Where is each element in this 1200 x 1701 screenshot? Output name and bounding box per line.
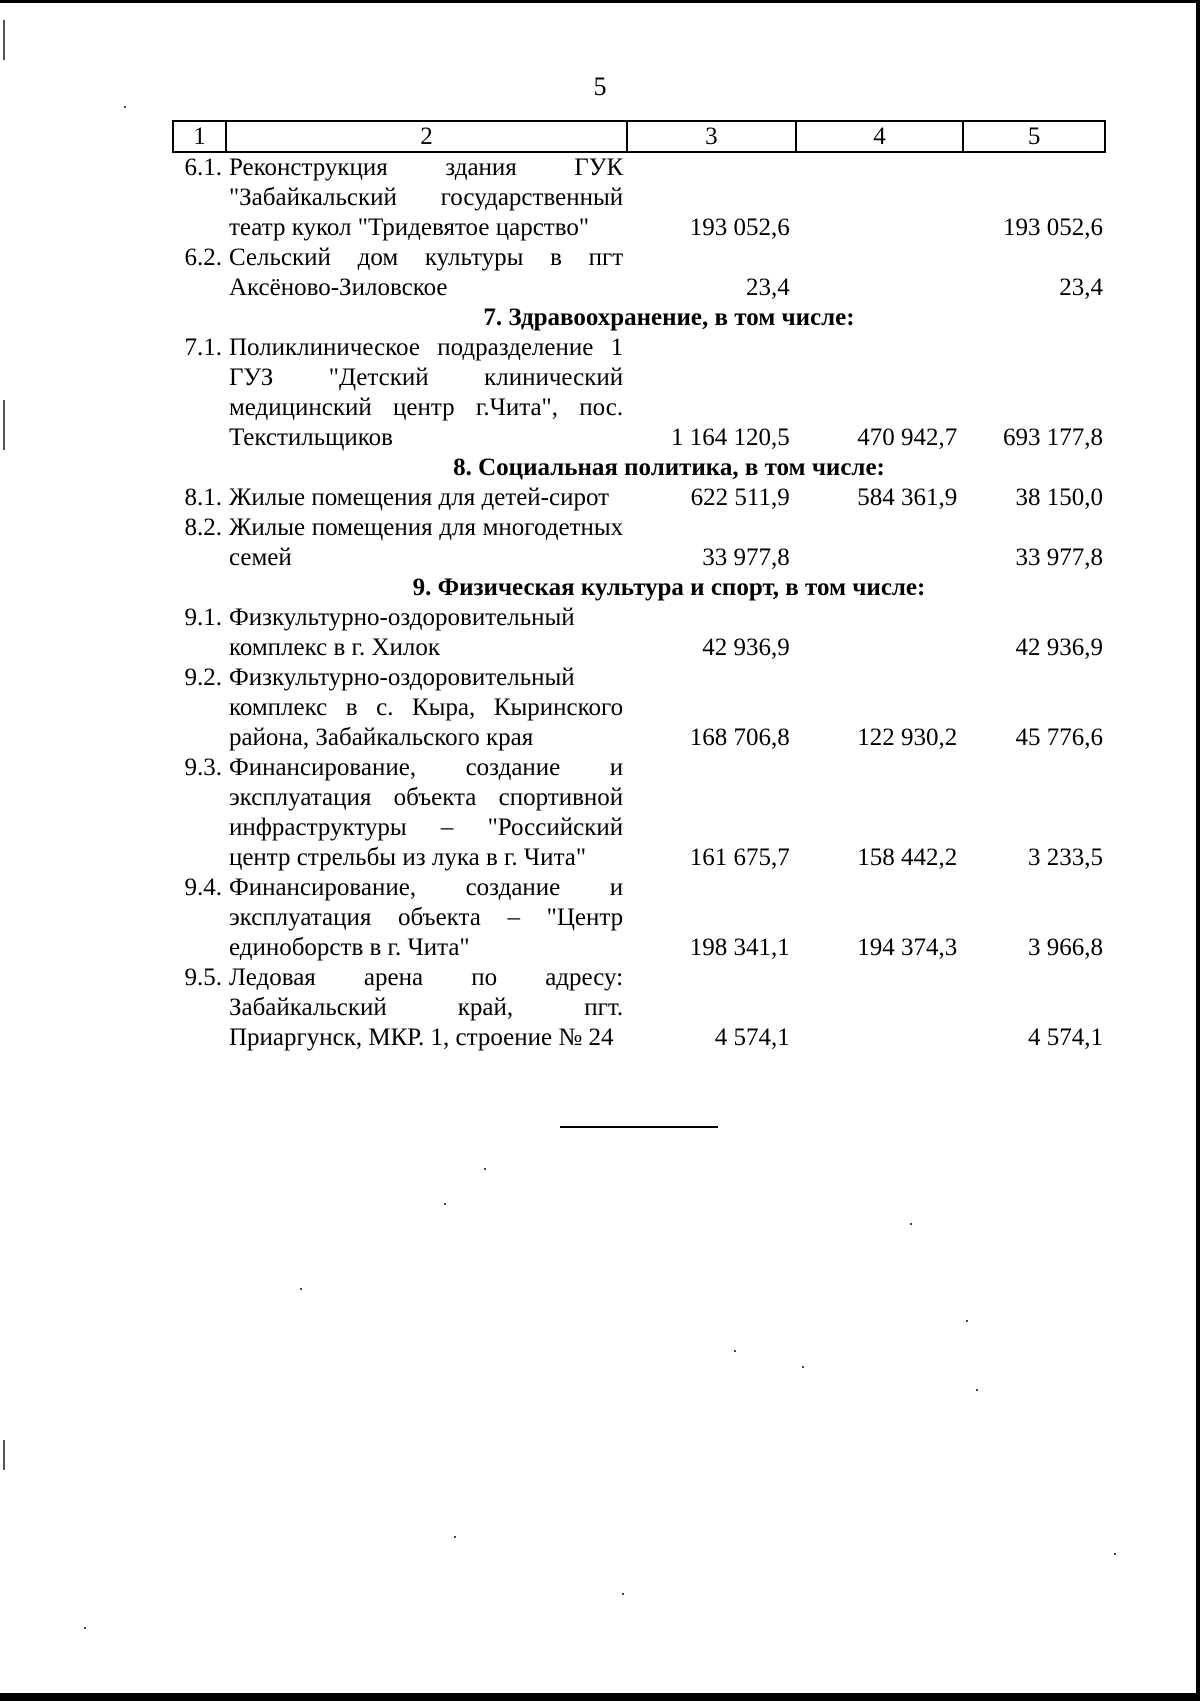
item-number: 7.1. [184, 334, 222, 361]
value-col-4: 194 374,3 [857, 934, 958, 961]
item-name: Сельский дом культуры в пгт Аксёново-Зиловское [228, 244, 624, 301]
item-number: 9.2. [184, 664, 222, 691]
section-heading-row [173, 573, 1105, 603]
value-col-5: 33 977,8 [1015, 544, 1103, 571]
item-name: Жилые помещения для многодетных семей [228, 514, 624, 571]
end-of-table-rule [560, 1126, 718, 1128]
scan-edge-bottom [0, 1693, 1200, 1701]
scan-mark [3, 400, 5, 450]
item-number: 8.2. [184, 514, 222, 541]
value-col-4: 122 930,2 [857, 724, 958, 751]
header-row [173, 121, 1105, 152]
item-number: 6.1. [184, 154, 222, 181]
value-col-5: 23,4 [1059, 274, 1103, 301]
scan-speck [124, 106, 126, 108]
value-col-3: 1 164 120,5 [670, 424, 790, 451]
value-col-5: 4 574,1 [1028, 1024, 1103, 1051]
table-header [173, 121, 1105, 152]
table-row [173, 663, 1105, 753]
table-row [173, 963, 1105, 1053]
value-col-3: 193 052,6 [689, 214, 790, 241]
budget-table [172, 120, 1106, 1053]
value-col-3: 4 574,1 [714, 1024, 790, 1051]
scan-speck [300, 1288, 302, 1290]
header-col-2: 2 [226, 121, 627, 152]
value-col-4: 470 942,7 [857, 424, 958, 451]
table-row [173, 513, 1105, 573]
table-body [173, 152, 1105, 1053]
item-number: 8.1. [184, 484, 222, 511]
scan-mark [3, 1440, 5, 1470]
scan-edge-top [0, 0, 1200, 3]
value-col-4 [796, 963, 964, 1053]
scan-speck [622, 1593, 624, 1595]
item-name: Поликлиническое подразделение 1 ГУЗ "Детский клинический медицинский центр г.Чита", пос. Текстильщиков [228, 334, 624, 451]
value-col-3: 161 675,7 [689, 844, 790, 871]
value-col-4 [796, 603, 964, 663]
header-col-1: 1 [173, 121, 226, 152]
value-col-3: 622 511,9 [690, 484, 790, 511]
header-col-4: 4 [796, 121, 964, 152]
item-name: Ледовая арена по адресу: Забайкальский край, пгт. Приаргунск, МКР. 1, строение № 24 [228, 964, 624, 1051]
section-heading-row [173, 453, 1105, 483]
value-col-3: 198 341,1 [689, 934, 790, 961]
table-row [173, 603, 1105, 663]
scan-mark [3, 20, 5, 60]
value-col-3: 168 706,8 [689, 724, 790, 751]
value-col-4: 158 442,2 [857, 844, 958, 871]
scan-speck [444, 1203, 446, 1205]
item-number: 9.1. [184, 604, 222, 631]
scan-speck [966, 1320, 968, 1322]
page-number: 5 [593, 72, 607, 101]
section-title: 9. Физическая культура и спорт, в том числе: [412, 574, 926, 601]
value-col-5: 38 150,0 [1015, 484, 1103, 511]
value-col-3: 33 977,8 [702, 544, 790, 571]
item-name: Финансирование, создание и эксплуатация объекта – "Центр единоборств в г. Чита" [228, 874, 624, 961]
value-col-5: 193 052,6 [1003, 214, 1103, 241]
item-name: Финансирование, создание и эксплуатация объекта спортивной инфраструктуры – "Российский центр стрельбы из лука в г. Чита" [228, 754, 624, 871]
value-col-5: 45 776,6 [1015, 724, 1103, 751]
header-col-3: 3 [627, 121, 796, 152]
scan-speck [84, 1627, 86, 1629]
value-col-4: 584 361,9 [857, 484, 958, 511]
scan-speck [802, 1366, 804, 1368]
scan-edge-right [1196, 0, 1200, 1701]
table-row [173, 243, 1105, 303]
value-col-5: 3 966,8 [1028, 934, 1103, 961]
item-name: Жилые помещения для детей-сирот [228, 484, 610, 511]
scan-speck [454, 1536, 456, 1538]
item-number: 9.4. [184, 874, 222, 901]
value-col-5: 42 936,9 [1015, 634, 1103, 661]
item-number: 9.3. [184, 754, 222, 781]
table-row [173, 333, 1105, 453]
section-title: 7. Здравоохранение, в том числе: [483, 304, 855, 331]
table-row [173, 483, 1105, 513]
scan-speck [484, 1168, 486, 1170]
section-title: 8. Социальная политика, в том числе: [453, 454, 885, 481]
item-number: 6.2. [184, 244, 222, 271]
section-heading-row [173, 303, 1105, 333]
header-col-5: 5 [963, 121, 1105, 152]
value-col-3: 42 936,9 [702, 634, 790, 661]
scan-speck [976, 1389, 978, 1391]
item-name: Физкультурно-оздоровительный комплекс в с. Кыра, Кыринского района, Забайкальского края [228, 664, 624, 751]
item-number: 9.5. [184, 964, 222, 991]
value-col-4 [796, 513, 964, 573]
scan-speck [734, 1350, 736, 1352]
table-row [173, 873, 1105, 963]
item-name: Физкультурно-оздоровительный комплекс в г. Хилок [228, 604, 575, 661]
table-row [173, 152, 1105, 243]
value-col-3: 23,4 [745, 274, 790, 301]
scan-speck [1114, 1553, 1116, 1555]
scan-speck [910, 1223, 912, 1225]
value-col-4 [796, 243, 964, 303]
value-col-5: 3 233,5 [1028, 844, 1103, 871]
table-row [173, 753, 1105, 873]
item-name: Реконструкция здания ГУК "Забайкальский государственный театр кукол "Тридевятое царство" [228, 154, 624, 241]
value-col-4 [796, 152, 964, 243]
value-col-5: 693 177,8 [1003, 424, 1103, 451]
